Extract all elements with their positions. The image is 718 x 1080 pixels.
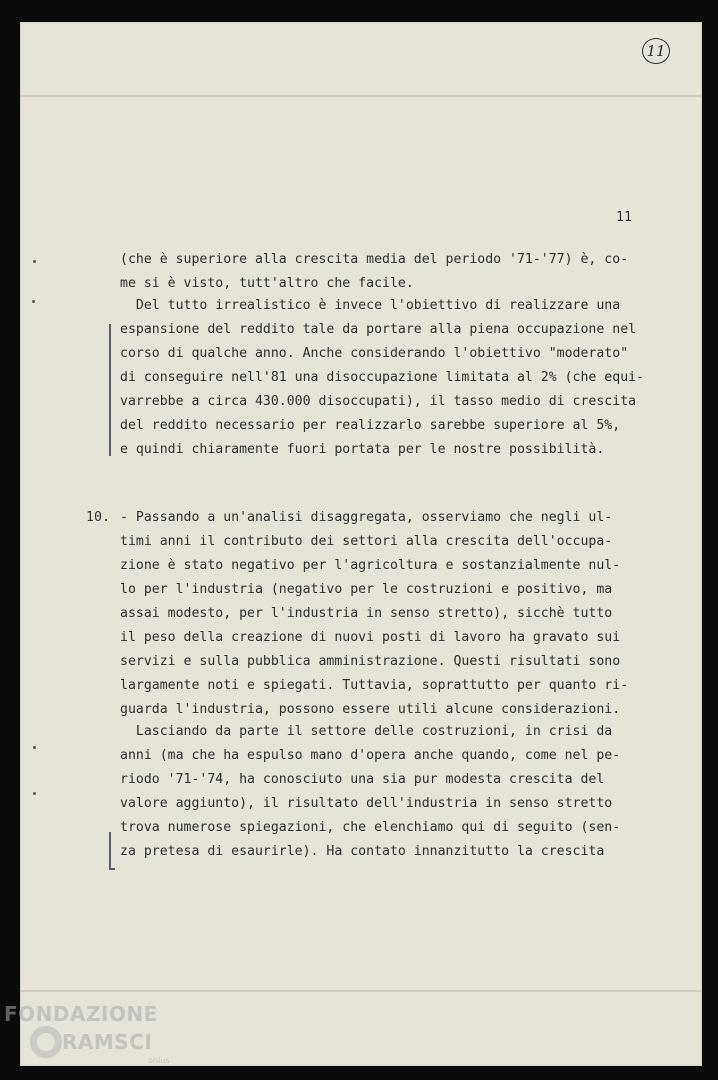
binding-hole-mark	[33, 260, 36, 263]
text-line: - Passando a un'analisi disaggregata, osserviamo che negli ul-	[120, 510, 613, 525]
watermark-line2: RAMSCI	[62, 1030, 153, 1054]
margin-mark-bar	[109, 832, 111, 868]
fold-line-top	[20, 95, 702, 97]
text-line: Del tutto irrealistico è invece l'obiettivo di realizzare una	[120, 298, 621, 313]
text-line: anni (ma che ha espulso mano d'opera anche quando, come nel pe-	[120, 748, 621, 763]
margin-mark-bar	[109, 324, 111, 456]
binding-hole-mark	[33, 746, 36, 749]
watermark-suffix: onlus	[148, 1056, 170, 1065]
binding-hole-mark	[32, 300, 35, 303]
section-number: 10.	[86, 510, 111, 525]
document-page	[20, 22, 702, 1066]
typed-page-number: 11	[616, 210, 633, 225]
watermark-line1: FONDAZIONE	[4, 1002, 158, 1026]
text-line: timi anni il contributo dei settori alla crescita dell'occupa-	[120, 534, 613, 549]
text-line: Lasciando da parte il settore delle costruzioni, in crisi da	[120, 724, 613, 739]
text-line: di conseguire nell'81 una disoccupazione limitata al 2% (che equi-	[120, 370, 645, 385]
text-line: largamente noti e spiegati. Tuttavia, soprattutto per quanto ri-	[120, 678, 629, 693]
text-line: za pretesa di esaurirle). Ha contato innanzitutto la crescita	[120, 844, 605, 859]
text-line: valore aggiunto), il risultato dell'industria in senso stretto	[120, 796, 613, 811]
text-line: (che è superiore alla crescita media del periodo '71-'77) è, co-	[120, 252, 629, 267]
text-line: del reddito necessario per realizzarlo sarebbe superiore al 5%,	[120, 418, 621, 433]
text-line: servizi e sulla pubblica amministrazione. Questi risultati sono	[120, 654, 621, 669]
text-line: espansione del reddito tale da portare alla piena occupazione nel	[120, 322, 637, 337]
fold-line-bottom	[20, 990, 702, 992]
watermark-g-ring-icon	[30, 1026, 62, 1058]
binding-hole-mark	[33, 792, 36, 795]
text-line: e quindi chiaramente fuori portata per le nostre possibilità.	[120, 442, 605, 457]
paragraph	[120, 720, 620, 864]
fondazione-gramsci-watermark	[2, 1000, 182, 1080]
text-line: corso di qualche anno. Anche considerando l'obiettivo "moderato"	[120, 346, 629, 361]
text-line: varrebbe a circa 430.000 disoccupati), il tasso medio di crescita	[120, 394, 637, 409]
text-line: guarda l'industria, possono essere utili alcune considerazioni.	[120, 702, 621, 717]
handwritten-page-number: 11	[642, 38, 670, 64]
text-line: trova numerose spiegazioni, che elenchiamo qui di seguito (sen-	[120, 820, 621, 835]
text-line: lo per l'industria (negativo per le costruzioni e positivo, ma	[120, 582, 613, 597]
margin-mark-hook	[109, 868, 115, 870]
text-line: assai modesto, per l'industria in senso stretto), sicchè tutto	[120, 606, 613, 621]
text-line: me si è visto, tutt'altro che facile.	[120, 276, 414, 291]
paragraph	[120, 248, 628, 296]
paragraph	[120, 294, 644, 462]
text-line: riodo '71-'74, ha conosciuto una sia pur modesta crescita del	[120, 772, 605, 787]
paragraph	[120, 506, 628, 722]
text-line: zione è stato negativo per l'agricoltura e sostanzialmente nul-	[120, 558, 621, 573]
text-line: il peso della creazione di nuovi posti di lavoro ha gravato sui	[120, 630, 621, 645]
